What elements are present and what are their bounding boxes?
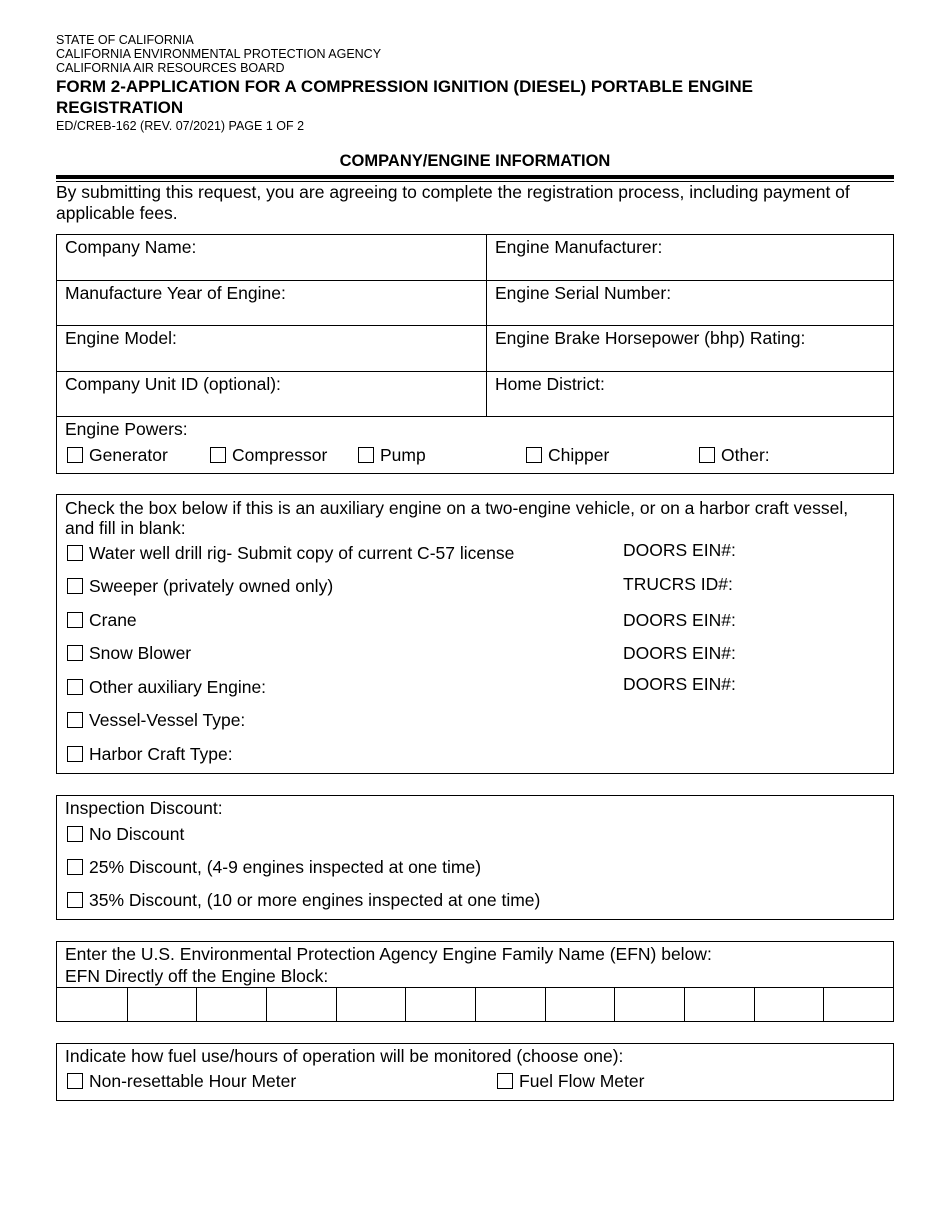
efn-sublabel: EFN Directly off the Engine Block: xyxy=(65,966,329,986)
checkbox[interactable] xyxy=(67,712,83,728)
aux-crane[interactable]: Crane xyxy=(67,610,137,630)
monitor-fuel-flow-meter[interactable]: Fuel Flow Meter xyxy=(497,1071,644,1091)
efn-instruction: Enter the U.S. Environmental Protection Agency Engine Family Name (EFN) below: xyxy=(65,944,712,964)
aux-water-well-drill-rig[interactable]: Water well drill rig- Submit copy of current C-57 license xyxy=(67,543,514,563)
efn-box xyxy=(56,941,894,1022)
aux-other-engine[interactable]: Other auxiliary Engine: xyxy=(67,677,266,697)
engine-model-field[interactable]: Engine Model: xyxy=(65,328,177,348)
checkbox[interactable] xyxy=(526,447,542,463)
efn-char-cell[interactable] xyxy=(684,988,754,1021)
checkbox[interactable] xyxy=(67,1073,83,1089)
monitoring-label: Indicate how fuel use/hours of operation will be monitored (choose one): xyxy=(65,1046,624,1066)
checkbox[interactable] xyxy=(67,826,83,842)
checkbox[interactable] xyxy=(67,892,83,908)
engine-info-box xyxy=(56,234,894,474)
home-district-field[interactable]: Home District: xyxy=(495,374,605,394)
auxiliary-engine-box xyxy=(56,494,894,774)
form-title-line1: FORM 2-APPLICATION FOR A COMPRESSION IGNITION (DIESEL) PORTABLE ENGINE xyxy=(56,77,754,96)
aux-id-field[interactable]: DOORS EIN#: xyxy=(623,674,736,694)
aux-harbor-craft-type[interactable]: Harbor Craft Type: xyxy=(67,744,233,764)
efn-char-cell[interactable] xyxy=(754,988,824,1021)
powers-other[interactable]: Other: xyxy=(699,445,770,465)
efn-char-cell[interactable] xyxy=(475,988,545,1021)
checkbox[interactable] xyxy=(67,645,83,661)
powers-compressor[interactable]: Compressor xyxy=(210,445,327,465)
efn-char-cell[interactable] xyxy=(614,988,684,1021)
efn-cells xyxy=(57,988,893,1021)
agency-line: CALIFORNIA AIR RESOURCES BOARD xyxy=(56,61,285,75)
aux-sweeper[interactable]: Sweeper (privately owned only) xyxy=(67,576,333,596)
efn-char-cell[interactable] xyxy=(545,988,615,1021)
checkbox[interactable] xyxy=(67,578,83,594)
aux-snow-blower[interactable]: Snow Blower xyxy=(67,643,191,663)
efn-char-cell[interactable] xyxy=(57,988,127,1021)
engine-bhp-field[interactable]: Engine Brake Horsepower (bhp) Rating: xyxy=(495,328,806,348)
manufacture-year-field[interactable]: Manufacture Year of Engine: xyxy=(65,283,286,303)
checkbox[interactable] xyxy=(67,545,83,561)
form-title-line2: REGISTRATION xyxy=(56,98,184,117)
inspection-discount-box xyxy=(56,795,894,920)
auxiliary-instruction: Check the box below if this is an auxiliary engine on a two-engine vehicle, or on a harbor craft vessel, and fill in blank: xyxy=(65,498,849,538)
efn-char-cell[interactable] xyxy=(823,988,893,1021)
efn-char-cell[interactable] xyxy=(266,988,336,1021)
checkbox[interactable] xyxy=(210,447,226,463)
agency-line: STATE OF CALIFORNIA xyxy=(56,33,194,47)
section-title: COMPANY/ENGINE INFORMATION xyxy=(339,152,611,170)
aux-id-field[interactable]: TRUCRS ID#: xyxy=(623,574,733,594)
checkbox[interactable] xyxy=(67,447,83,463)
inspection-25-discount[interactable]: 25% Discount, (4-9 engines inspected at one time) xyxy=(67,857,481,877)
checkbox[interactable] xyxy=(67,746,83,762)
intro-text: By submitting this request, you are agreeing to complete the registration process, including payment of applicable fees. xyxy=(56,182,850,223)
aux-id-field[interactable]: DOORS EIN#: xyxy=(623,540,736,560)
company-name-field[interactable]: Company Name: xyxy=(65,237,197,257)
inspection-35-discount[interactable]: 35% Discount, (10 or more engines inspected at one time) xyxy=(67,890,540,910)
aux-id-field[interactable]: DOORS EIN#: xyxy=(623,610,736,630)
company-unit-id-field[interactable]: Company Unit ID (optional): xyxy=(65,374,281,394)
engine-serial-field[interactable]: Engine Serial Number: xyxy=(495,283,672,303)
powers-generator[interactable]: Generator xyxy=(67,445,168,465)
powers-chipper[interactable]: Chipper xyxy=(526,445,609,465)
efn-char-cell[interactable] xyxy=(196,988,266,1021)
powers-pump[interactable]: Pump xyxy=(358,445,426,465)
efn-char-cell[interactable] xyxy=(336,988,406,1021)
agency-line: CALIFORNIA ENVIRONMENTAL PROTECTION AGENCY xyxy=(56,47,382,61)
inspection-label: Inspection Discount: xyxy=(65,798,223,818)
engine-powers-label: Engine Powers: xyxy=(65,419,188,439)
form-header xyxy=(56,33,886,133)
divider xyxy=(56,175,894,179)
efn-char-cell[interactable] xyxy=(405,988,475,1021)
aux-id-field[interactable]: DOORS EIN#: xyxy=(623,643,736,663)
form-revision: ED/CREB-162 (REV. 07/2021) PAGE 1 OF 2 xyxy=(56,119,305,133)
efn-char-cell[interactable] xyxy=(127,988,197,1021)
checkbox[interactable] xyxy=(67,859,83,875)
monitoring-box xyxy=(56,1043,894,1101)
inspection-no-discount[interactable]: No Discount xyxy=(67,824,184,844)
monitor-hour-meter[interactable]: Non-resettable Hour Meter xyxy=(67,1071,296,1091)
aux-vessel-type[interactable]: Vessel-Vessel Type: xyxy=(67,710,245,730)
checkbox[interactable] xyxy=(67,612,83,628)
engine-manufacturer-field[interactable]: Engine Manufacturer: xyxy=(495,237,663,257)
checkbox[interactable] xyxy=(497,1073,513,1089)
checkbox[interactable] xyxy=(699,447,715,463)
checkbox[interactable] xyxy=(67,679,83,695)
checkbox[interactable] xyxy=(358,447,374,463)
